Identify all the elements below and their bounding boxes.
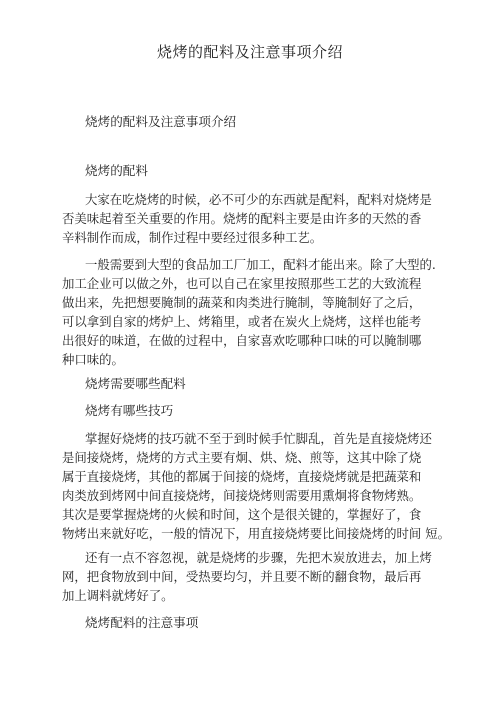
section-heading-notes: 烧烤配料的注意事项: [85, 615, 199, 630]
paragraph-line: 掌握好烧烤的技巧就不至于到时候手忙脚乱，首先是直接烧烤还: [85, 431, 432, 446]
paragraph-line: 属于直接烧烤，其他的都属于间接的烧烤，直接烧烤就是把蔬菜和: [62, 469, 422, 484]
paragraph-line: 肉类放到烤网中间直接烧烤，间接烧烤则需要用熏炯将食物烤熟。: [62, 488, 422, 503]
paragraph-line: 可以拿到自家的烤炉上、烤箱里，或者在炭火上烧烤，这样也能考: [62, 314, 422, 329]
document-subtitle: 烧烤的配料及注意事项介绍: [85, 114, 237, 129]
paragraph-line: 大家在吃烧烤的时候，必不可少的东西就是配料，配料对烧烤是: [85, 192, 432, 207]
paragraph-line: 是间接烧烤，烧烤的方式主要有炯、烘、烧、煎等，这其中除了烧: [62, 450, 422, 465]
paragraph-line: 出很好的味道，在做的过程中，自家喜欢吃哪种口味的可以腌制哪: [62, 333, 422, 348]
paragraph-line: 做出来，先把想要腌制的蔬菜和肉类进行腌制，等腌制好了之后，: [62, 295, 422, 310]
section-heading-jiqiao: 烧烤有哪些技巧: [85, 403, 174, 418]
section-heading-which-ingredients: 烧烤需要哪些配料: [85, 376, 186, 391]
paragraph-line: 加上调料就烤好了。: [62, 588, 174, 603]
paragraph-line: 种口味的。: [62, 352, 124, 367]
paragraph-line: 加工企业可以做之外，也可以自己在家里按照那些工艺的大致流程: [62, 276, 422, 291]
paragraph-line: 否美味起着至关重要的作用。烧烤的配料主要是由许多的天然的香: [62, 211, 422, 226]
document-title: 烧烤的配料及注意事项介绍: [156, 43, 343, 61]
paragraph-line: 其次是要掌握烧烤的火候和时间，这个是很关键的，掌握好了，食: [62, 507, 422, 522]
paragraph-line: 网，把食物放到中间，受热要均匀，并且要不断的翻食物，最后再: [62, 569, 422, 584]
paragraph-line: 物烤出来就好吃，一般的情况下，用直接烧烤要比间接烧烤的时间 短。: [62, 526, 451, 541]
section-heading-peiliao: 烧烤的配料: [85, 163, 148, 178]
paragraph-line: 一般需要到大型的食品加工厂加工，配料才能出来。除了大型的.: [85, 257, 436, 272]
paragraph-line: 还有一点不容忽视，就是烧烤的步骤，先把木炭放进去，加上烤: [85, 550, 432, 565]
paragraph-line: 辛料制作而成，制作过程中要经过很多种工艺。: [62, 230, 323, 245]
